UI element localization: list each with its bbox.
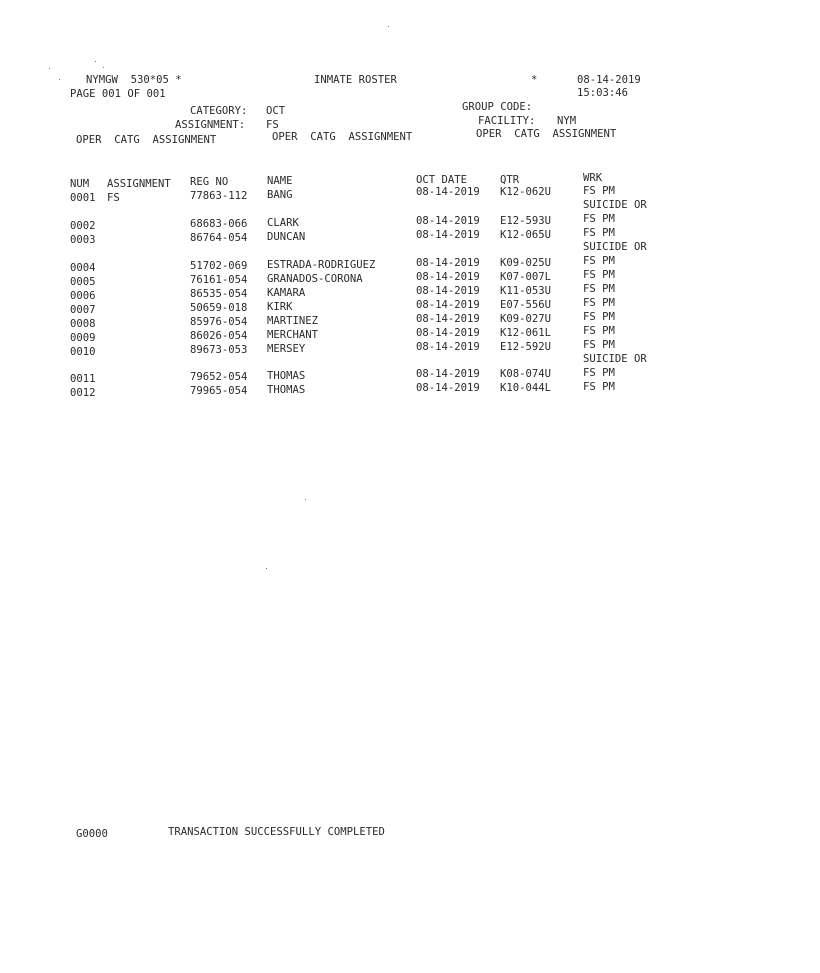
row-oct-date: 08-14-2019 <box>416 257 480 269</box>
status-code: G0000 <box>76 828 108 840</box>
row-num: 0005 <box>70 276 96 288</box>
row-name: GRANADOS-CORONA <box>267 273 363 285</box>
scan-speck <box>388 26 389 27</box>
row-wrk: FS PM <box>583 325 615 337</box>
row-wrk: FS PM <box>583 185 615 197</box>
row-num: 0007 <box>70 304 96 316</box>
scan-speck <box>266 568 267 569</box>
row-reg-no: 79965-054 <box>190 385 248 397</box>
row-num: 0010 <box>70 346 96 358</box>
row-name: MERCHANT <box>267 329 319 341</box>
oper-header-2: OPER CATG ASSIGNMENT <box>272 131 413 143</box>
row-num: 0012 <box>70 387 96 399</box>
row-oct-date: 08-14-2019 <box>416 313 480 325</box>
row-reg-no: 85976-054 <box>190 316 248 328</box>
row-wrk: FS PM <box>583 339 615 351</box>
row-name: KAMARA <box>267 287 306 299</box>
row-oct-date: 08-14-2019 <box>416 271 480 283</box>
row-qtr: K09-025U <box>500 257 552 269</box>
row-oct-date: 08-14-2019 <box>416 382 480 394</box>
report-time: 15:03:46 <box>577 87 629 99</box>
row-name: THOMAS <box>267 384 306 396</box>
row-oct-date: 08-14-2019 <box>416 285 480 297</box>
row-note: SUICIDE OR <box>583 241 647 253</box>
system-id: NYMGW 530*05 * <box>86 74 182 86</box>
report-title: INMATE ROSTER <box>314 74 397 86</box>
row-wrk: FS PM <box>583 227 615 239</box>
row-qtr: K09-027U <box>500 313 552 325</box>
row-wrk: FS PM <box>583 297 615 309</box>
category-label: CATEGORY: <box>190 105 248 117</box>
row-num: 0001 <box>70 192 96 204</box>
row-name: MERSEY <box>267 343 306 355</box>
row-wrk: FS PM <box>583 283 615 295</box>
row-num: 0008 <box>70 318 96 330</box>
row-reg-no: 51702-069 <box>190 260 248 272</box>
row-num: 0002 <box>70 220 96 232</box>
row-qtr: K12-065U <box>500 229 552 241</box>
row-reg-no: 86764-054 <box>190 232 248 244</box>
col-wrk: WRK <box>583 172 603 184</box>
row-num: 0011 <box>70 373 96 385</box>
status-message: TRANSACTION SUCCESSFULLY COMPLETED <box>168 826 385 838</box>
page-indicator: PAGE 001 OF 001 <box>70 88 166 100</box>
row-num: 0003 <box>70 234 96 246</box>
row-qtr: K11-053U <box>500 285 552 297</box>
facility-value: NYM <box>557 115 577 127</box>
scan-speck <box>103 67 104 68</box>
report-date: 08-14-2019 <box>577 74 641 86</box>
row-assignment: FS <box>107 192 120 204</box>
row-wrk: FS PM <box>583 381 615 393</box>
scan-speck <box>305 499 306 500</box>
oper-header-3: OPER CATG ASSIGNMENT <box>476 128 617 140</box>
row-wrk: FS PM <box>583 367 615 379</box>
row-reg-no: 79652-054 <box>190 371 248 383</box>
row-wrk: FS PM <box>583 311 615 323</box>
row-qtr: K12-062U <box>500 186 552 198</box>
row-name: BANG <box>267 189 293 201</box>
row-qtr: K10-044L <box>500 382 552 394</box>
col-num: NUM <box>70 178 90 190</box>
row-num: 0006 <box>70 290 96 302</box>
col-reg-no: REG NO <box>190 176 229 188</box>
row-oct-date: 08-14-2019 <box>416 368 480 380</box>
row-qtr: E07-556U <box>500 299 552 311</box>
row-reg-no: 86026-054 <box>190 330 248 342</box>
row-qtr: K08-074U <box>500 368 552 380</box>
row-qtr: K12-061L <box>500 327 552 339</box>
header-star: * <box>531 74 538 86</box>
row-qtr: E12-592U <box>500 341 552 353</box>
facility-label: FACILITY: <box>478 115 536 127</box>
scan-speck <box>59 79 60 80</box>
col-oct-date: OCT DATE <box>416 174 468 186</box>
row-reg-no: 76161-054 <box>190 274 248 286</box>
row-note: SUICIDE OR <box>583 353 647 365</box>
row-oct-date: 08-14-2019 <box>416 186 480 198</box>
row-wrk: FS PM <box>583 213 615 225</box>
assignment-value: FS <box>266 119 279 131</box>
row-num: 0004 <box>70 262 96 274</box>
row-num: 0009 <box>70 332 96 344</box>
row-oct-date: 08-14-2019 <box>416 327 480 339</box>
row-reg-no: 68683-066 <box>190 218 248 230</box>
category-value: OCT <box>266 105 286 117</box>
assignment-label: ASSIGNMENT: <box>175 119 246 131</box>
row-reg-no: 50659-018 <box>190 302 248 314</box>
row-oct-date: 08-14-2019 <box>416 299 480 311</box>
row-name: DUNCAN <box>267 231 306 243</box>
row-name: KIRK <box>267 301 293 313</box>
row-qtr: K07-007L <box>500 271 552 283</box>
col-qtr: QTR <box>500 174 520 186</box>
row-name: THOMAS <box>267 370 306 382</box>
row-name: MARTINEZ <box>267 315 319 327</box>
oper-header-1: OPER CATG ASSIGNMENT <box>76 134 217 146</box>
group-code-label: GROUP CODE: <box>462 101 533 113</box>
col-name: NAME <box>267 175 293 187</box>
row-qtr: E12-593U <box>500 215 552 227</box>
row-reg-no: 77863-112 <box>190 190 248 202</box>
row-name: CLARK <box>267 217 299 229</box>
row-wrk: FS PM <box>583 255 615 267</box>
row-oct-date: 08-14-2019 <box>416 229 480 241</box>
row-oct-date: 08-14-2019 <box>416 215 480 227</box>
row-reg-no: 89673-053 <box>190 344 248 356</box>
row-oct-date: 08-14-2019 <box>416 341 480 353</box>
row-name: ESTRADA-RODRIGUEZ <box>267 259 376 271</box>
scan-speck <box>95 61 96 62</box>
row-note: SUICIDE OR <box>583 199 647 211</box>
row-reg-no: 86535-054 <box>190 288 248 300</box>
col-assignment: ASSIGNMENT <box>107 178 171 190</box>
row-wrk: FS PM <box>583 269 615 281</box>
scan-speck <box>49 68 50 69</box>
